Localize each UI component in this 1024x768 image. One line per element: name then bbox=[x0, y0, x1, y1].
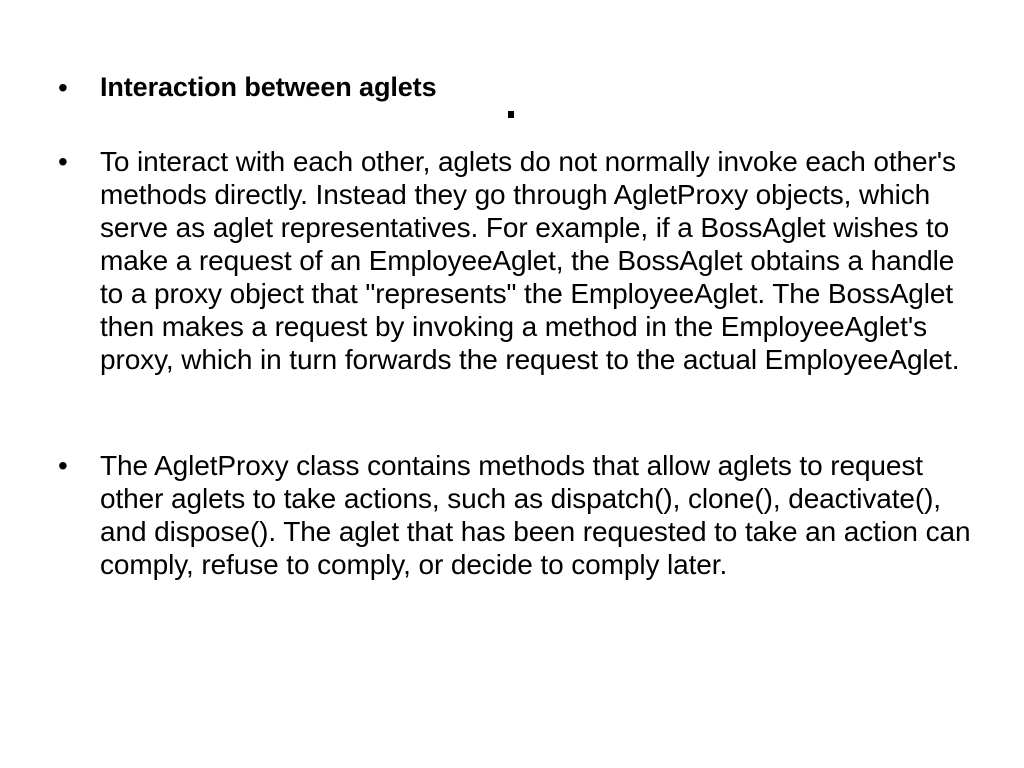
bullet-item-agletproxy-class bbox=[58, 449, 978, 581]
bullet-item-proxy-explanation bbox=[58, 145, 978, 376]
bullet-item-heading bbox=[58, 71, 978, 104]
bullet-heading-text: Interaction between aglets bbox=[100, 72, 437, 102]
bullet-marker: • bbox=[58, 450, 68, 481]
bullet-proxy-text: To interact with each other, aglets do not normally invoke each other's methods directly. Instead they go through AgletProxy objects, which serve as aglet representatives. For example, if a BossAglet wishes to make a request of an EmployeeAglet, the BossAglet obtains a handle to a proxy object that "represents" the EmployeeAglet. The BossAglet then makes a request by invoking a method in the EmployeeAglet's proxy, which in turn forwards the request to the actual EmployeeAglet. bbox=[100, 146, 960, 375]
bullet-marker: • bbox=[58, 72, 68, 103]
bullet-marker: • bbox=[58, 146, 68, 177]
bullet-agletproxy-text: The AgletProxy class contains methods that allow aglets to request other aglets to take actions, such as dispatch(), clone(), deactivate(), and dispose(). The aglet that has been requested to take an action can comply, refuse to comply, or decide to comply later. bbox=[100, 450, 971, 580]
stray-dot-mark bbox=[508, 111, 514, 118]
